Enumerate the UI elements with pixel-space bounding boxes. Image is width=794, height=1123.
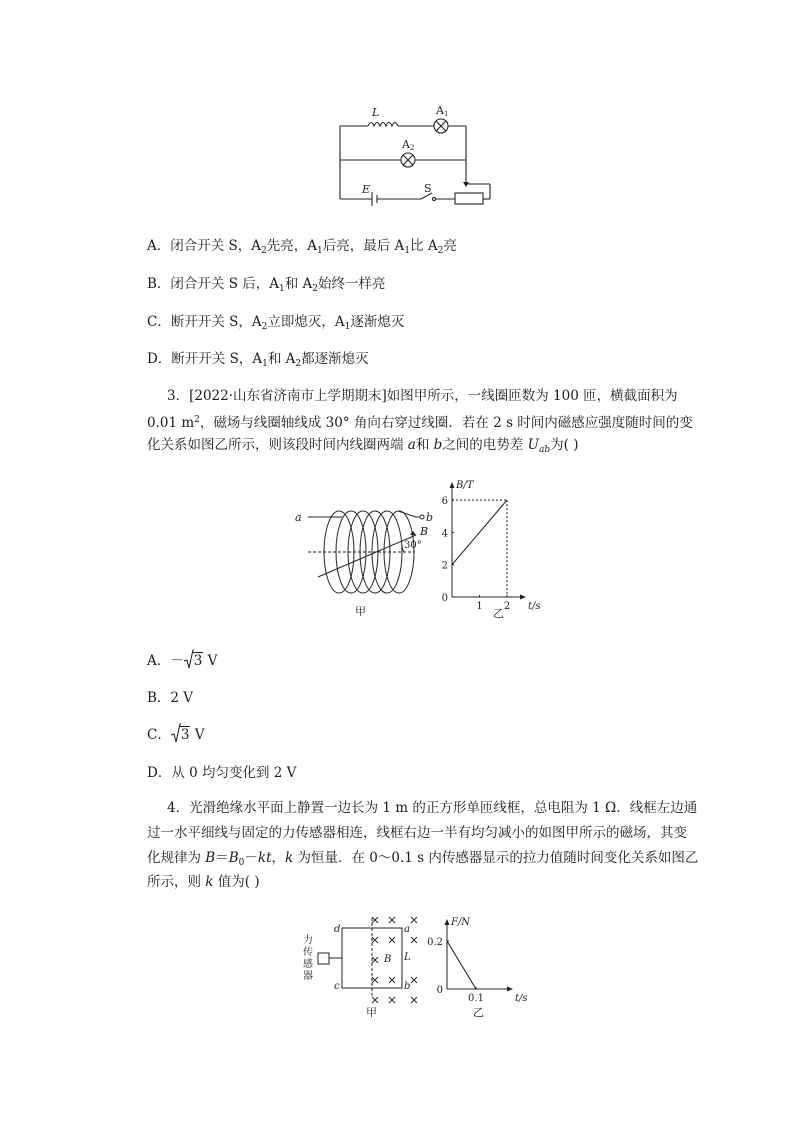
svg-text:a: a bbox=[404, 924, 410, 935]
svg-text:c: c bbox=[334, 981, 340, 992]
sqrt-icon: 3 bbox=[184, 651, 204, 671]
q3-stem-line-1: 3．[2022·山东省济南市上学期期末]如图甲所示，一线圈匝数为 100 匝，横截面积为 bbox=[167, 388, 678, 404]
ft-chart bbox=[425, 910, 528, 1020]
sqrt-icon: 3 bbox=[171, 725, 191, 745]
field-b-label: B bbox=[420, 525, 429, 538]
figure-jia-caption: 甲 bbox=[355, 605, 366, 618]
battery-label: E bbox=[362, 183, 371, 196]
lamp-a1-label: A bbox=[436, 104, 444, 117]
lamp-a2-label: A bbox=[402, 138, 410, 151]
y-axis-label: B/T bbox=[456, 480, 474, 491]
svg-text:1: 1 bbox=[444, 110, 449, 118]
x-axis-label: t/s bbox=[515, 993, 528, 1004]
x-tick-label: 2 bbox=[503, 601, 511, 612]
x-tick-label: 0.1 bbox=[468, 993, 484, 1004]
q3-option-d[interactable]: D．从 0 均匀变化到 2 V bbox=[147, 765, 297, 781]
field-cross-icon bbox=[372, 977, 378, 983]
data-line bbox=[447, 941, 476, 989]
circuit-diagram bbox=[330, 96, 500, 211]
inductor-label: L bbox=[372, 106, 380, 119]
q3-stem-line-3: 化关系如图乙所示，则该段时间内线圈两端 a和 b之间的电势差 $U_{ab}$为( ) bbox=[147, 437, 579, 455]
sensor-box-icon bbox=[318, 953, 329, 964]
field-cross-icon bbox=[389, 937, 395, 943]
svg-text:L: L bbox=[404, 952, 411, 963]
y-axis-arrow-icon bbox=[445, 919, 450, 925]
y-axis-arrow-icon bbox=[450, 482, 455, 488]
figure-jia-caption: 甲 bbox=[366, 1006, 377, 1019]
rheostat-icon bbox=[455, 193, 483, 204]
bt-chart bbox=[430, 478, 540, 620]
figure-yi-caption: 乙 bbox=[473, 1006, 484, 1019]
svg-text:传: 传 bbox=[303, 947, 313, 958]
q4-stem-line-4: 所示，则 k 值为( ) bbox=[147, 874, 260, 890]
q3-option-c[interactable]: C． 3 V bbox=[147, 725, 204, 745]
q3-option-a[interactable]: A．－ 3 V bbox=[147, 651, 217, 671]
y-axis-label: F/N bbox=[451, 917, 471, 928]
q4-stem-line-2: 过一水平细线与固定的力传感器相连，线框右边一半有均匀减小的如图甲所示的磁场，其变 bbox=[147, 825, 687, 841]
field-cross-icon bbox=[411, 977, 417, 983]
frame-diagram bbox=[298, 910, 423, 1022]
q2-option-a[interactable]: A．闭合开关 S，$A_2$先亮，$A_1$后亮，最后 $A_1$比 $A_2$亮 bbox=[147, 238, 457, 256]
coil-terminal-a: a bbox=[295, 511, 302, 524]
x-axis-arrow-icon bbox=[520, 595, 526, 600]
svg-text:力: 力 bbox=[303, 935, 313, 946]
y-tick-label: 0 bbox=[436, 985, 443, 996]
coil-diagram bbox=[290, 495, 450, 620]
field-cross-icon bbox=[372, 997, 378, 1003]
svg-text:B: B bbox=[384, 954, 392, 965]
y-tick-label: 0 bbox=[441, 593, 448, 604]
svg-text:器: 器 bbox=[303, 971, 313, 982]
field-cross-icon bbox=[411, 997, 417, 1003]
q4-stem-line-1: 4．光滑绝缘水平面上静置一边长为 1 m 的正方形单匝线框，总电阻为 1 Ω．线框左边通 bbox=[167, 800, 698, 816]
angle-label: 30° bbox=[404, 540, 422, 551]
q3-stem-line-2: 0.01 $m^2$，磁场与线圈轴线成 30° 角向右穿过线圈．若在 2 s 时间内磁感应强度随时间的变 bbox=[147, 415, 693, 431]
field-cross-icon bbox=[411, 917, 417, 923]
q3-option-b[interactable]: B．2 V bbox=[147, 690, 194, 706]
y-tick-label: 0.2 bbox=[427, 937, 443, 948]
field-cross-icon bbox=[372, 917, 378, 923]
q4-stem-line-3: 化规律为 $B=B_0-kt$，k 为恒量．在 0～0.1 s 内传感器显示的拉力值随时间变化关系如图乙 bbox=[147, 850, 699, 868]
svg-text:d: d bbox=[334, 924, 341, 935]
coil-terminal-b: b bbox=[426, 511, 434, 524]
x-axis-arrow-icon bbox=[507, 987, 513, 992]
x-tick-label: 1 bbox=[476, 601, 483, 612]
y-tick-label: 4 bbox=[441, 528, 448, 540]
field-cross-icon bbox=[372, 957, 378, 963]
switch-label: S bbox=[424, 182, 432, 195]
field-cross-icon bbox=[389, 917, 395, 923]
svg-text:感: 感 bbox=[303, 959, 313, 970]
q2-option-d[interactable]: D．断开开关 S，$A_1$和 $A_2$都逐渐熄灭 bbox=[147, 351, 369, 369]
svg-text:b: b bbox=[404, 981, 411, 992]
y-tick-label: 6 bbox=[441, 496, 448, 508]
q2-option-c[interactable]: C．断开开关 S，$A_2$立即熄灭，$A_1$逐渐熄灭 bbox=[147, 314, 405, 332]
figure-yi-caption: 乙 bbox=[493, 607, 504, 620]
field-cross-icon bbox=[389, 977, 395, 983]
x-axis-label: t/s bbox=[528, 601, 541, 612]
field-cross-icon bbox=[389, 997, 395, 1003]
field-cross-icon bbox=[372, 937, 378, 943]
q2-option-b[interactable]: B．闭合开关 S 后，$A_1$和 $A_2$始终一样亮 bbox=[147, 276, 386, 294]
svg-text:2: 2 bbox=[410, 144, 415, 152]
data-line bbox=[452, 500, 507, 565]
field-cross-icon bbox=[411, 937, 417, 943]
y-tick-label: 2 bbox=[441, 560, 448, 572]
